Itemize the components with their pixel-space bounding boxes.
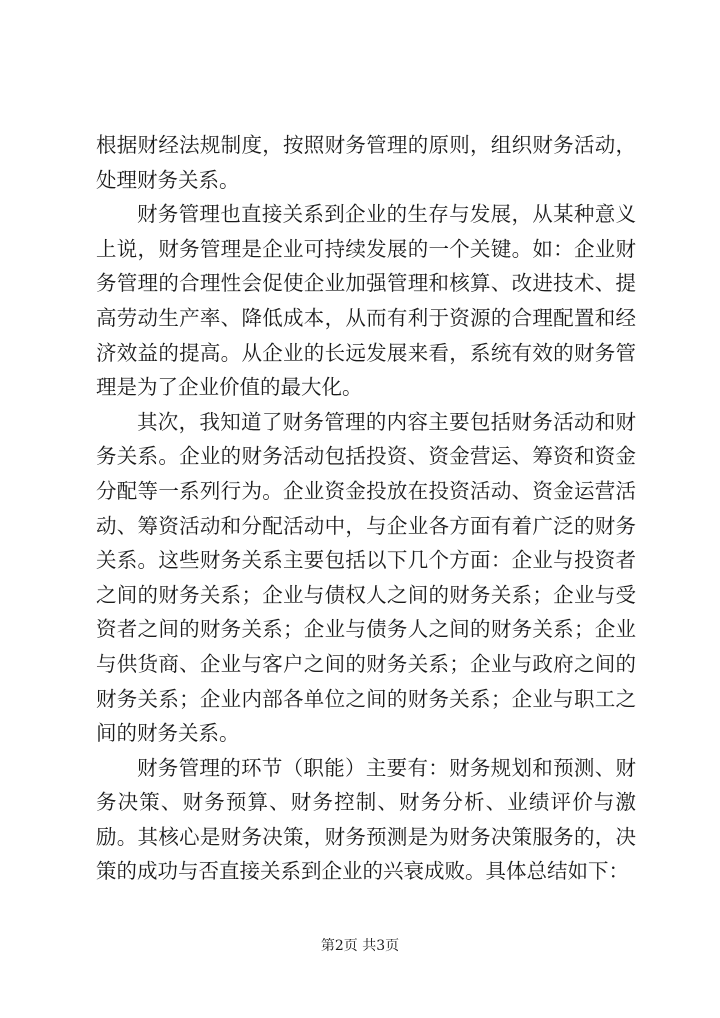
page-number-footer: 第2页 共3页: [320, 938, 400, 954]
document-body: [96, 128, 636, 889]
paragraph-financial-management-importance: 财务管理也直接关系到企业的生存与发展，从某种意义上说，财务管理是企业可持续发展的一个关键。如：企业财务管理的合理性会促使企业加强管理和核算、改进技术、提高劳动生产率、降低成本，从而有利于资源的合理配置和经济效益的提高。从企业的长远发展来看，系统有效的财务管理是为了企业价值的最大化。: [96, 202, 636, 400]
paragraph-continuation: 根据财经法规制度，按照财务管理的原则，组织财务活动，处理财务关系。: [96, 133, 636, 192]
paragraph-financial-activities-relations: 其次，我知道了财务管理的内容主要包括财务活动和财务关系。企业的财务活动包括投资、资金营运、筹资和资金分配等一系列行为。企业资金投放在投资活动、资金运营活动、筹资活动和分配活动中，与企业各方面有着广泛的财务关系。这些财务关系主要包括以下几个方面：企业与投资者之间的财务关系；企业与债权人之间的财务关系；企业与受资者之间的财务关系；企业与债务人之间的财务关系；企业与供货商、企业与客户之间的财务关系；企业与政府之间的财务关系；企业内部各单位之间的财务关系；企业与职工之间的财务关系。: [96, 409, 636, 746]
paragraph-financial-management-functions: 财务管理的环节（职能）主要有：财务规划和预测、财务决策、财务预算、财务控制、财务分析、业绩评价与激励。其核心是财务决策，财务预测是为财务决策服务的，决策的成功与否直接关系到企业的兴衰成败。具体总结如下：: [96, 755, 636, 884]
